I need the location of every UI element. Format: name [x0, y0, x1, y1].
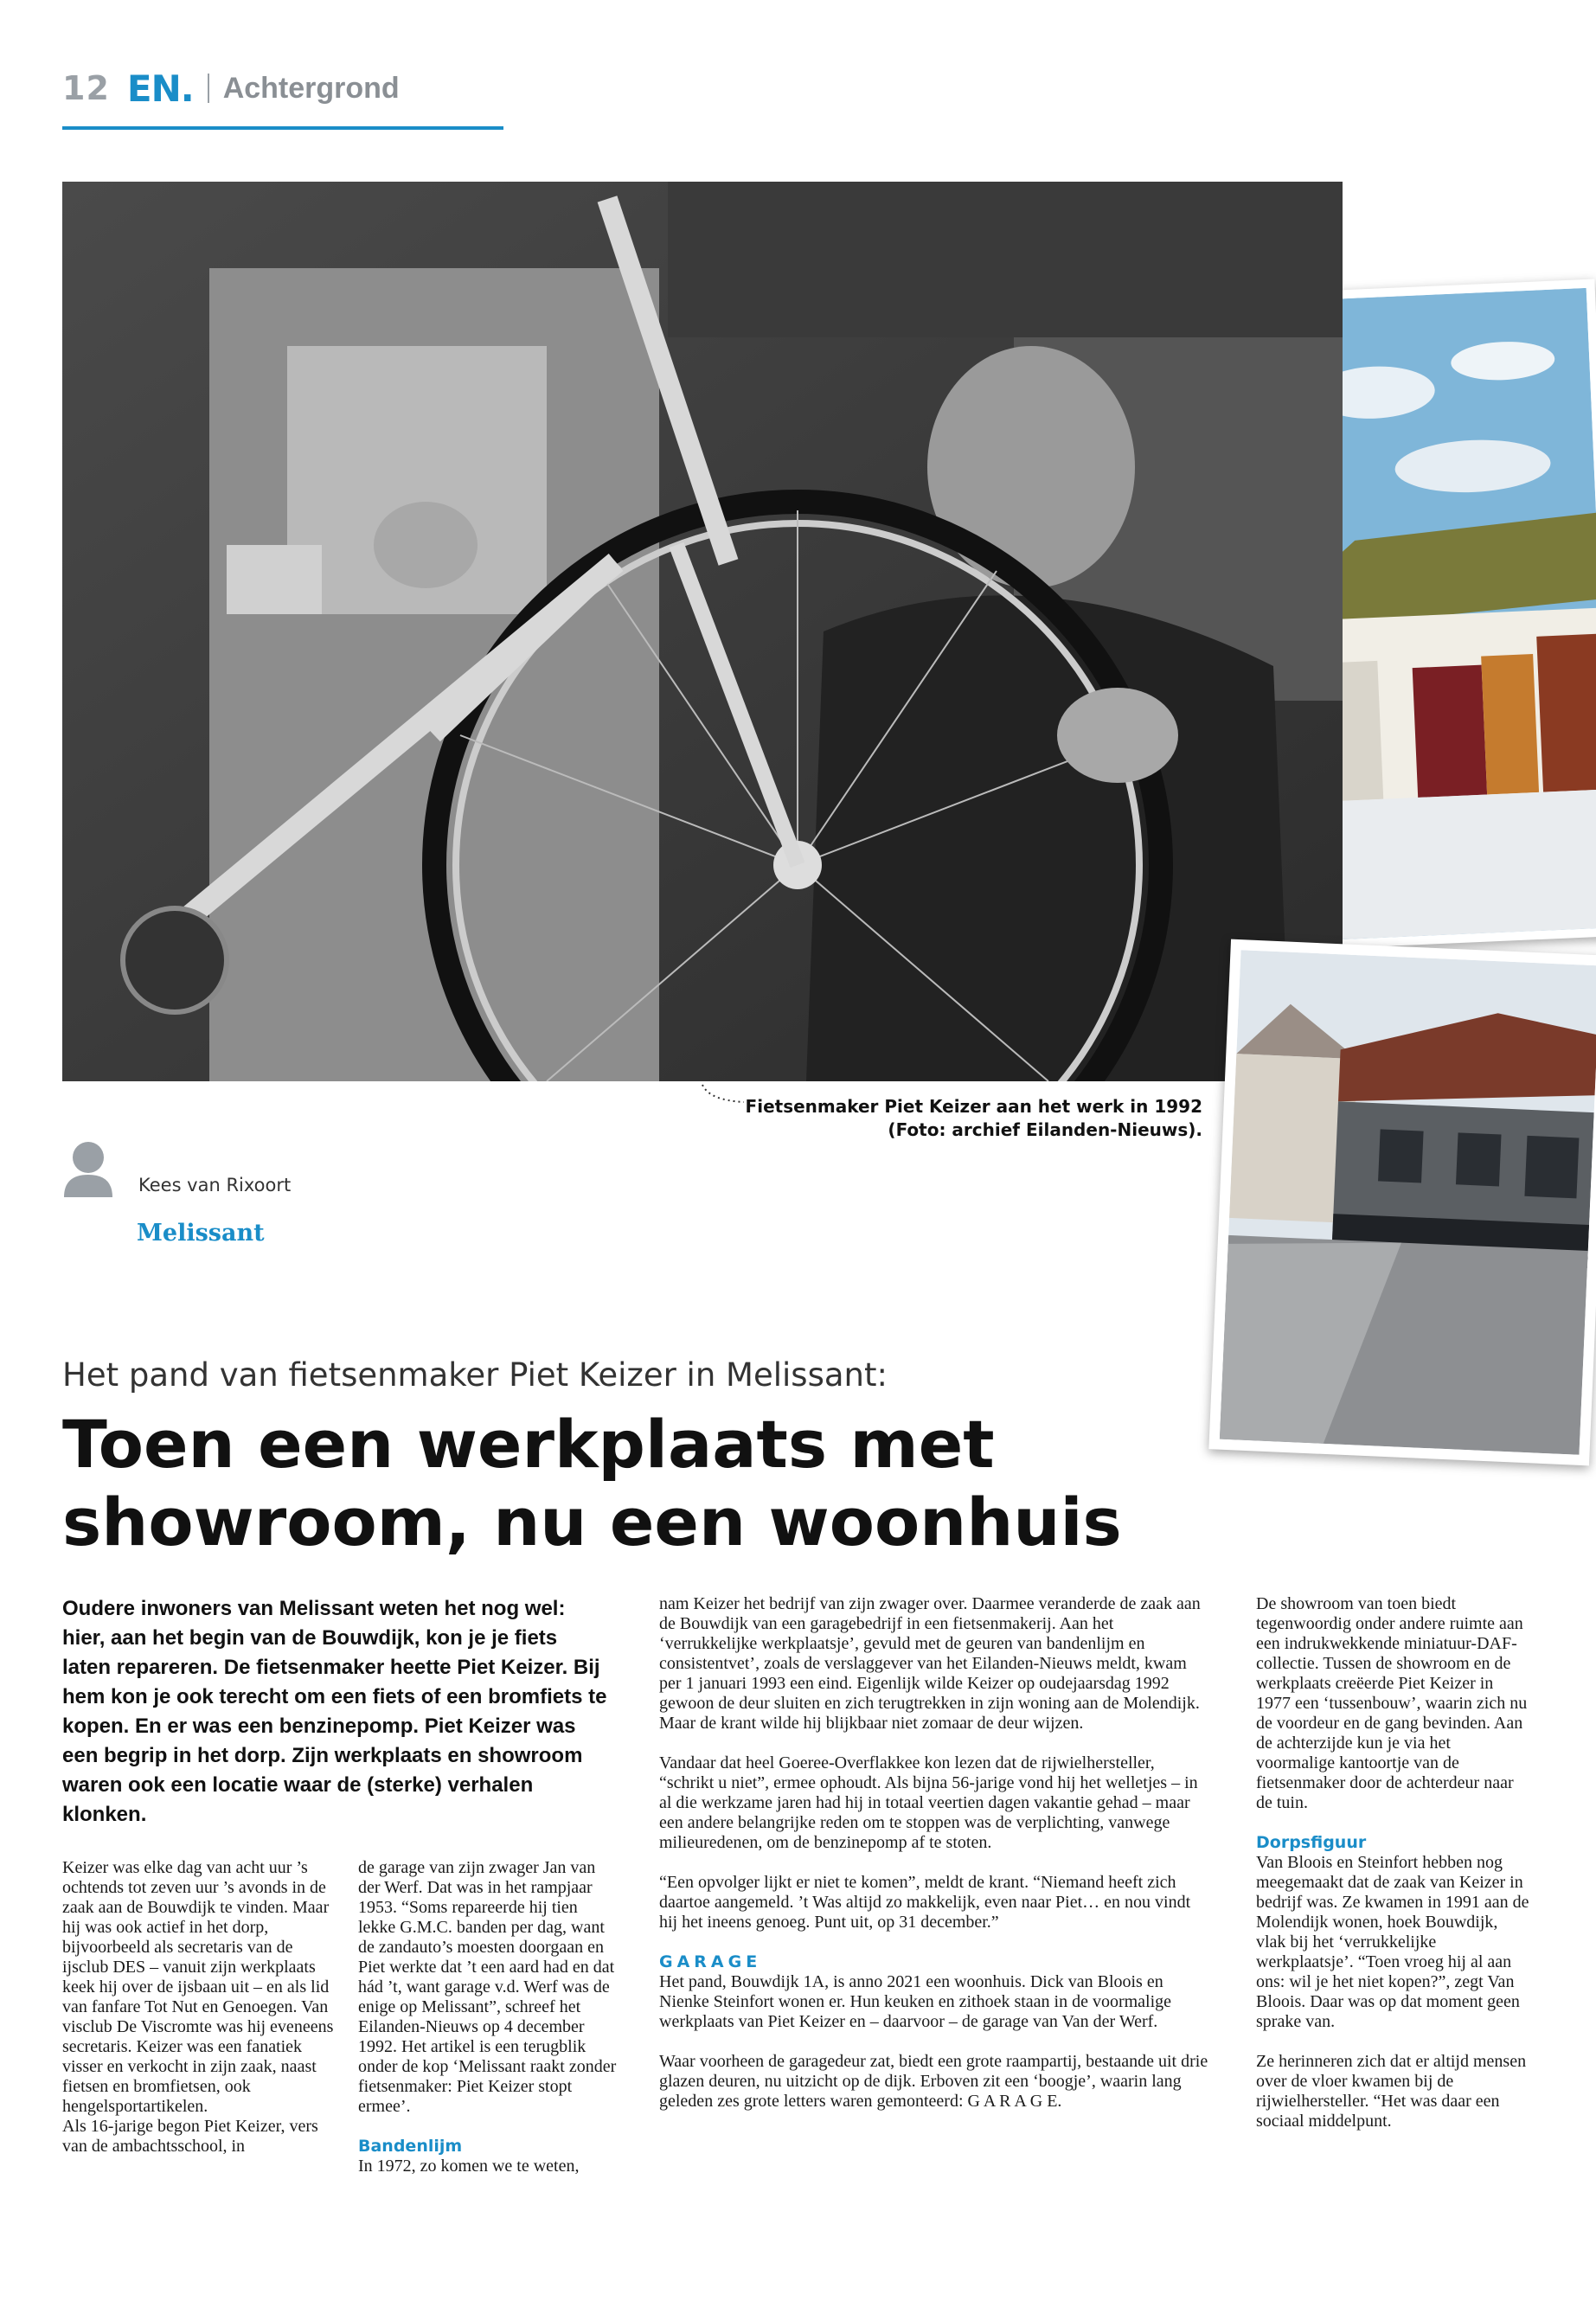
paragraph: Waar voorheen de garagedeur zat, biedt een grote raampartij, bestaande uit drie glazen deuren, nu uitzicht op de dijk. Erboven zit een ‘boogje’, waarin lang geleden zes grote letters waren gemonteerd: G A R A G E.: [659, 2052, 1208, 2111]
article-column-4: [1256, 1594, 1531, 2131]
subheading: Bandenlijm: [358, 2137, 463, 2156]
paragraph: “Een opvolger lijkt er niet te komen”, meldt de krant. “Niemand heeft zich daartoe aangemeld. ’t Was altijd zo makkelijk, even naar Piet… en nou vindt hij het ineens genoeg. Punt uit, op 31 december.”: [659, 1873, 1191, 1932]
paragraph: In 1972, zo komen we te weten,: [358, 2157, 580, 2176]
paragraph: nam Keizer het bedrijf van zijn zwager over. Daarmee veranderde de zaak aan de Bouwdijk van een garagebedrijf in een fietsenmakerij. Aan het ‘verrukkelijke werkplaatsje’, gevuld met de geuren van bandenlijm en consistentvet’, zoals de verslaggever van het Eilanden-Nieuws meldt, kwam per 1 januari 1993 een eind. Eigenlijk wilde Keizer op oudejaarsdag 1992 gewoon de deur sluiten en zich terugtrekken in zijn woning aan de Molendijk. Maar de krant wilde hij blijkbaar niet zomaar de deur wijzen.: [659, 1594, 1201, 1733]
article-column-2: [358, 1858, 618, 2176]
paragraph: Vandaar dat heel Goeree-Overflakkee kon lezen dat de rijwielhersteller, “schrikt u niet”, ermee ophoudt. Als bijna 56-jarige vond hij het welletjes – in al die werkzame jaren had hij in totaal veertien dagen vakantie gehad – maar een andere belangrijke reden om te stoppen was de verplichting, vanwege milieuredenen, om de benzinepomp af te stoten.: [659, 1753, 1198, 1852]
dateline-place: Melissant: [137, 1220, 265, 1247]
publication-logo: EN.: [126, 67, 194, 110]
subheading: GARAGE: [659, 1952, 762, 1971]
article-column-3: [659, 1594, 1213, 2112]
paragraph: de garage van zijn zwager Jan van der Werf. Dat was in het rampjaar 1953. “Soms repareerde hij tien lekke G.M.C. banden per dag, want de zandauto’s moesten doorgaan en Piet werkte dat ’t een aard had en dat hád ’t, want garage v.d. Werf was de enige op Melissant”, schreef het Eilanden-Nieuws op 4 december 1992. Het artikel is een terugblik onder de kop ‘Melissant raakt zonder fietsenmaker: Piet Keizer stopt ermee’.: [358, 1858, 617, 2116]
house-photo: [1208, 939, 1596, 1466]
main-photo: [62, 182, 1343, 1081]
author-name: Kees van Rixoort: [138, 1175, 292, 1195]
caption-line-1: Fietsenmaker Piet Keizer aan het werk in 1992: [745, 1096, 1202, 1117]
author-avatar-icon: [62, 1140, 114, 1197]
paragraph: Ze herinneren zich dat er altijd mensen over de vloer kwamen bij de rijwielhersteller. “Het was daar een sociaal middelpunt.: [1256, 2052, 1527, 2131]
page-number: 12: [62, 69, 110, 107]
article-kicker: Het pand van fietsenmaker Piet Keizer in Melissant:: [62, 1356, 888, 1394]
paragraph: Keizer was elke dag van acht uur ’s ochtends tot zeven uur ’s avonds in de zaak aan de Bouwdijk te vinden. Maar hij was ook actief in het dorp, bijvoorbeeld als secretaris van de ijsclub DES – vanuit zijn werkplaats keek hij over de ijsbaan uit – en als lid van fanfare Tot Nut en Genoegen. Van visclub De Viscromte was hij eveneens secretaris. Keizer was een fanatiek visser en verkocht in zijn zaak, naast fietsen en bromfietsen, ook hengelsportartikelen.: [62, 1858, 334, 2116]
paragraph: Van Bloois en Steinfort hebben nog meegemaakt dat de zaak van Keizer in bedrijf was. Ze kwamen in 1991 aan de Molendijk wonen, hoek Bouwdijk, vlak bij het ‘verrukkelijke werkplaatsje’. “Toen vroeg hij al aan ons: wil je het niet kopen?”, zegt Van Bloois. Daar was op dat moment geen sprake van.: [1256, 1853, 1529, 2031]
section-title: Achtergrond: [222, 71, 400, 105]
paragraph: De showroom van toen biedt tegenwoordig onder andere ruimte aan een indrukwekkende miniatuur-DAF-collectie. Tussen de showroom en de werkplaats creëerde Piet Keizer in 1977 een ‘tussenbouw’, waarin zich nu de voordeur en de gang bevinden. Aan de achterzijde kun je via het voormalige kantoortje van de fietsenmaker door de achterdeur naar de tuin.: [1256, 1594, 1528, 1812]
header-rule: [62, 126, 503, 130]
photo-caption: [744, 1095, 1202, 1142]
paragraph: Als 16-jarige begon Piet Keizer, vers van de ambachtsschool, in: [62, 2117, 318, 2156]
article-column-1: [62, 1858, 337, 2157]
page-header: [62, 62, 400, 114]
house-photo-image: [1220, 950, 1596, 1455]
paragraph: Het pand, Bouwdijk 1A, is anno 2021 een woonhuis. Dick van Bloois en Nienke Steinfort wonen er. Hun keuken en zithoek staan in de voormalige werkplaats van Piet Keizer en – daarvoor – de garage van Van der Werf.: [659, 1972, 1172, 2031]
subheading: Dorpsfiguur: [1256, 1833, 1367, 1852]
workshop-photo-image: [62, 182, 1343, 1081]
article-intro: Oudere inwoners van Melissant weten het nog wel: hier, aan het begin van de Bouwdijk, kon je je fiets laten repareren. De fietsenmaker heette Piet Keizer. Bij hem kon je ook terecht om een fiets of een bromfiets te kopen. En er was een benzinepomp. Piet Keizer was een begrip in het dorp. Zijn werkplaats en showroom waren ook een locatie waar de (sterke) verhalen klonken.: [62, 1597, 607, 1826]
caption-line-2: (Foto: archief Eilanden-Nieuws).: [888, 1119, 1202, 1140]
article-headline: Toen een werkplaats met showroom, nu een woonhuis: [62, 1406, 1122, 1561]
header-divider: [208, 74, 209, 103]
